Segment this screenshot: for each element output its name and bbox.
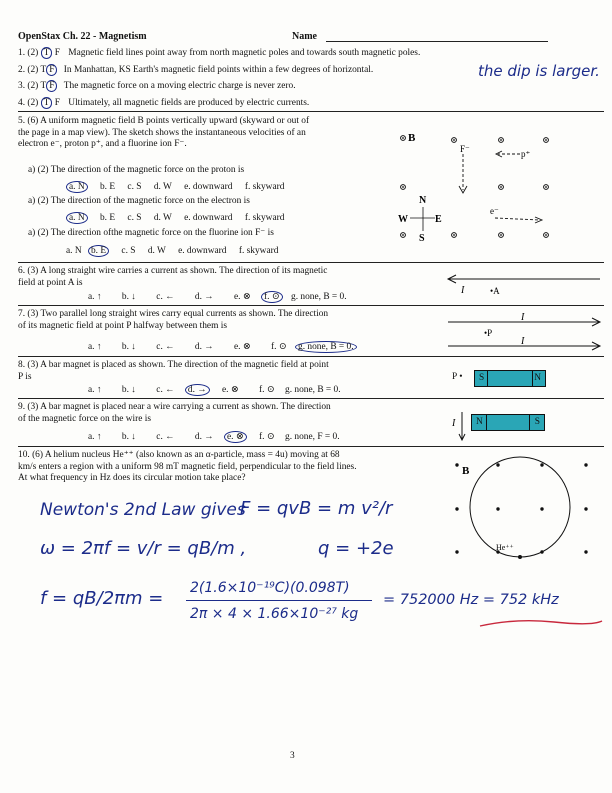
tf-1-true-circled: T (41, 47, 53, 59)
q5b-opt-b: b. E (99, 213, 116, 223)
q9-bar-magnet (471, 414, 545, 431)
q5a-opt-e: e. downward (184, 182, 233, 192)
q10-work-numerator: 2(1.6×10⁻¹⁹C)(0.098T) (190, 580, 350, 596)
q5c-opt-a: a. N (66, 246, 82, 256)
q5a-opt-f: f. skyward (244, 182, 285, 192)
q5-label-electron: e⁻ (490, 206, 499, 216)
q10-stem-line-3: At what frequency in Hz does its circular motion take place? (18, 473, 246, 483)
q10-work-line2-charge: q = +2e (318, 538, 394, 559)
q10-final-answer: = 752000 Hz = 752 kHz (383, 592, 559, 608)
q6-figure (444, 268, 604, 300)
q5-part-b-options (66, 212, 284, 224)
tf-4 (18, 97, 309, 109)
q9-magnet-s: S (534, 417, 540, 427)
q6-opt-e: e. ⊗ (233, 292, 251, 302)
q6-label-current: I (461, 285, 465, 296)
tf-2-false-circled: F (46, 64, 57, 76)
q5-part-b-electron: a) (2) The direction of the magnetic force on the electron is (28, 196, 250, 206)
divider-4 (18, 356, 604, 357)
q10-stem-line-2: km/s enters a region with a uniform 98 mT magnetic field, perpendicular to the field lines. (18, 461, 357, 472)
q5c-opt-f: f. skyward (238, 246, 279, 256)
q5-part-a-options (66, 181, 284, 193)
q5-part-c-options (66, 245, 278, 257)
q10-work-fraction-bar (186, 600, 372, 601)
compass-w: W (398, 214, 408, 225)
q6-stem-line-1: 6. (3) A long straight wire carries a current as shown. The direction of its magnetic (18, 266, 328, 276)
q5-stem (18, 116, 309, 151)
tf-3-false-circled: F (46, 80, 57, 92)
divider-1 (18, 111, 604, 112)
tf-2-true: T (40, 65, 47, 75)
q5a-opt-b: b. E (99, 182, 116, 192)
q5-figure (390, 122, 600, 252)
tf-2-num: 2. (2) (18, 65, 39, 75)
tf-2 (18, 64, 373, 76)
divider-2 (18, 262, 604, 263)
q9-opt-e-circled: e. ⊗ (224, 431, 247, 443)
tf-handwritten-note: the dip is larger. (478, 62, 600, 80)
q7-opt-b: b. ↓ (121, 342, 136, 352)
page-number: 3 (290, 751, 295, 761)
divider-6 (18, 446, 604, 447)
q7-opt-a: a. ↑ (88, 342, 102, 352)
q8-stem-line-1: 8. (3) A bar magnet is placed as shown. The direction of the magnetic field at point (18, 360, 329, 370)
name-blank (326, 41, 548, 42)
q5-stem-line-2: the page in a map view). The sketch shows the instantaneous velocities of an (18, 127, 306, 138)
q10-circular-path (470, 457, 570, 557)
tf-1-text: Magnetic field lines point away from north magnetic poles and towards south magnetic poles. (68, 48, 421, 58)
q8-magnet-right-divider (532, 371, 533, 386)
q8-options (88, 384, 341, 396)
q8-magnet-s: S (479, 373, 485, 383)
q9-opt-d: d. → (194, 432, 214, 442)
q10-stem-line-1: 10. (6) A helium nucleus He⁺⁺ (also known as an α-particle, mass = 4u) moving at 68 (18, 450, 340, 460)
q5-part-a-proton: a) (2) The direction of the magnetic force on the proton is (28, 165, 245, 175)
q7-options (88, 341, 357, 353)
q5-label-proton: p⁺ (521, 149, 531, 159)
q9-stem (18, 402, 331, 425)
q5-label-b: B (408, 132, 416, 144)
tf-4-text: Ultimately, all magnetic fields are produced by electric currents. (68, 98, 310, 108)
q8-opt-d-circled: d. → (185, 384, 210, 396)
q6-opt-b: b. ↓ (121, 292, 136, 302)
q8-opt-f: f. ⊙ (259, 385, 275, 395)
q5c-opt-d: d. W (147, 246, 166, 256)
q8-opt-c: c. ← (156, 385, 175, 395)
q9-opt-f: f. ⊙ (259, 432, 275, 442)
q5-stem-line-1: 5. (6) A uniform magnetic field B points vertically upward (skyward or out of (18, 116, 310, 126)
q9-stem-line-1: 9. (3) A bar magnet is placed near a wire carrying a current as shown. The direction (18, 402, 331, 412)
name-label: Name (292, 31, 317, 42)
q6-stem-line-2: field at point A is (18, 277, 83, 288)
answer-underline-stroke (480, 621, 602, 626)
q9-magnet-left-divider (486, 415, 487, 430)
divider-5 (18, 398, 604, 399)
q5-part-c-fluorine: a) (2) The direction ofthe magnetic force on the fluorine ion F⁻ is (28, 228, 274, 238)
q8-opt-b: b. ↓ (121, 385, 136, 395)
q7-stem-line-2: of its magnetic field at point P halfway between them is (18, 320, 227, 331)
compass-e: E (435, 214, 442, 225)
q10-particle-dot (518, 555, 522, 559)
q5-stem-line-3: electron e⁻, proton p⁺, and a fluorine ion F⁻. (18, 139, 187, 149)
tf-4-false: F (54, 98, 60, 108)
q5b-opt-d: d. W (153, 213, 172, 223)
q5-label-fluorine: F⁻ (460, 144, 470, 154)
q5c-opt-b-circled: b. E (88, 245, 109, 257)
q10-work-line3-eq: f = qB/2πm = (40, 588, 164, 609)
q10-figure (440, 452, 605, 567)
q8-magnet-n: N (534, 373, 541, 383)
tf-4-num: 4. (2) (18, 98, 39, 108)
q7-opt-g-circled: g. none, B = 0. (295, 341, 357, 353)
q9-opt-a: a. ↑ (88, 432, 102, 442)
tf-4-true-circled: T (41, 97, 53, 109)
q5b-opt-f: f. skyward (244, 213, 285, 223)
q10-work-line2-eq: ω = 2πf = v/r = qB/m , (40, 538, 247, 559)
q8-opt-a: a. ↑ (88, 385, 102, 395)
q5a-opt-d: d. W (153, 182, 172, 192)
q7-label-current-top: I (521, 312, 525, 323)
q6-options (88, 291, 347, 303)
q7-opt-e: e. ⊗ (233, 342, 251, 352)
q6-opt-d: d. → (194, 292, 214, 302)
document-title: OpenStax Ch. 22 - Magnetism (18, 31, 147, 42)
q8-label-point-p: P • (452, 372, 463, 382)
tf-2-text: In Manhattan, KS Earth's magnetic field points within a few degrees of horizontal. (63, 65, 374, 75)
compass-s: S (419, 233, 425, 244)
q10-stem (18, 450, 357, 485)
q6-opt-c: c. ← (156, 292, 175, 302)
q5c-opt-c: c. S (121, 246, 136, 256)
q7-figure (444, 310, 604, 354)
q9-opt-c: c. ← (156, 432, 175, 442)
electron-velocity-arrow (495, 218, 540, 220)
tf-1 (18, 47, 420, 59)
q5b-opt-c: c. S (127, 213, 142, 223)
q10-work-denominator: 2π × 4 × 1.66×10⁻²⁷ kg (190, 606, 359, 622)
q8-magnet-left-divider (487, 371, 488, 386)
q7-stem-line-1: 7. (3) Two parallel long straight wires carry equal currents as shown. The direction (18, 309, 329, 319)
tf-3-text: The magnetic force on a moving electric charge is never zero. (63, 81, 296, 91)
q6-opt-g: g. none, B = 0. (291, 292, 347, 302)
q5c-opt-e: e. downward (178, 246, 227, 256)
q5b-opt-a-circled: a. N (66, 212, 88, 224)
q6-stem (18, 266, 327, 289)
q9-stem-line-2: of the magnetic force on the wire is (18, 413, 152, 424)
q9-options (88, 431, 340, 443)
q10-label-b: B (462, 465, 470, 477)
q7-opt-d: d. → (194, 342, 214, 352)
q5a-opt-c: c. S (127, 182, 142, 192)
q9-opt-g: g. none, F = 0. (285, 432, 340, 442)
q8-stem (18, 360, 329, 383)
q8-stem-line-2: P is (18, 371, 32, 382)
q10-label-helium: He⁺⁺ (496, 543, 514, 552)
tf-1-false: F (54, 48, 60, 58)
q9-magnet-n: N (476, 417, 483, 427)
compass-n: N (419, 195, 427, 206)
q7-label-point-p: •P (484, 328, 493, 338)
q8-opt-g: g. none, B = 0. (285, 385, 341, 395)
tf-1-num: 1. (2) (18, 48, 39, 58)
q10-field-dots (455, 463, 587, 553)
q5a-opt-a-circled: a. N (66, 181, 88, 193)
q7-opt-c: c. ← (156, 342, 175, 352)
q5b-opt-e: e. downward (184, 213, 233, 223)
q6-opt-f-circled: f. ⊙ (261, 291, 283, 303)
q9-magnet-right-divider (529, 415, 530, 430)
divider-3 (18, 305, 604, 306)
tf-3-true: T (40, 81, 47, 91)
q7-opt-f: f. ⊙ (271, 342, 287, 352)
q10-work-line1-eq: F = qvB = m v²/r (240, 498, 393, 519)
q8-bar-magnet (474, 370, 546, 387)
q9-label-current: I (452, 418, 456, 429)
q8-opt-e: e. ⊗ (221, 385, 239, 395)
q6-opt-a: a. ↑ (88, 292, 102, 302)
q9-opt-b: b. ↓ (121, 432, 136, 442)
tf-3-num: 3. (2) (18, 81, 39, 91)
q7-label-current-bottom: I (521, 336, 525, 347)
q10-answer-underline (476, 616, 606, 630)
q7-stem (18, 309, 328, 332)
tf-3 (18, 80, 296, 92)
q10-work-line1-text: Newton's 2nd Law gives (40, 500, 246, 520)
q6-label-point-a: •A (490, 286, 500, 296)
